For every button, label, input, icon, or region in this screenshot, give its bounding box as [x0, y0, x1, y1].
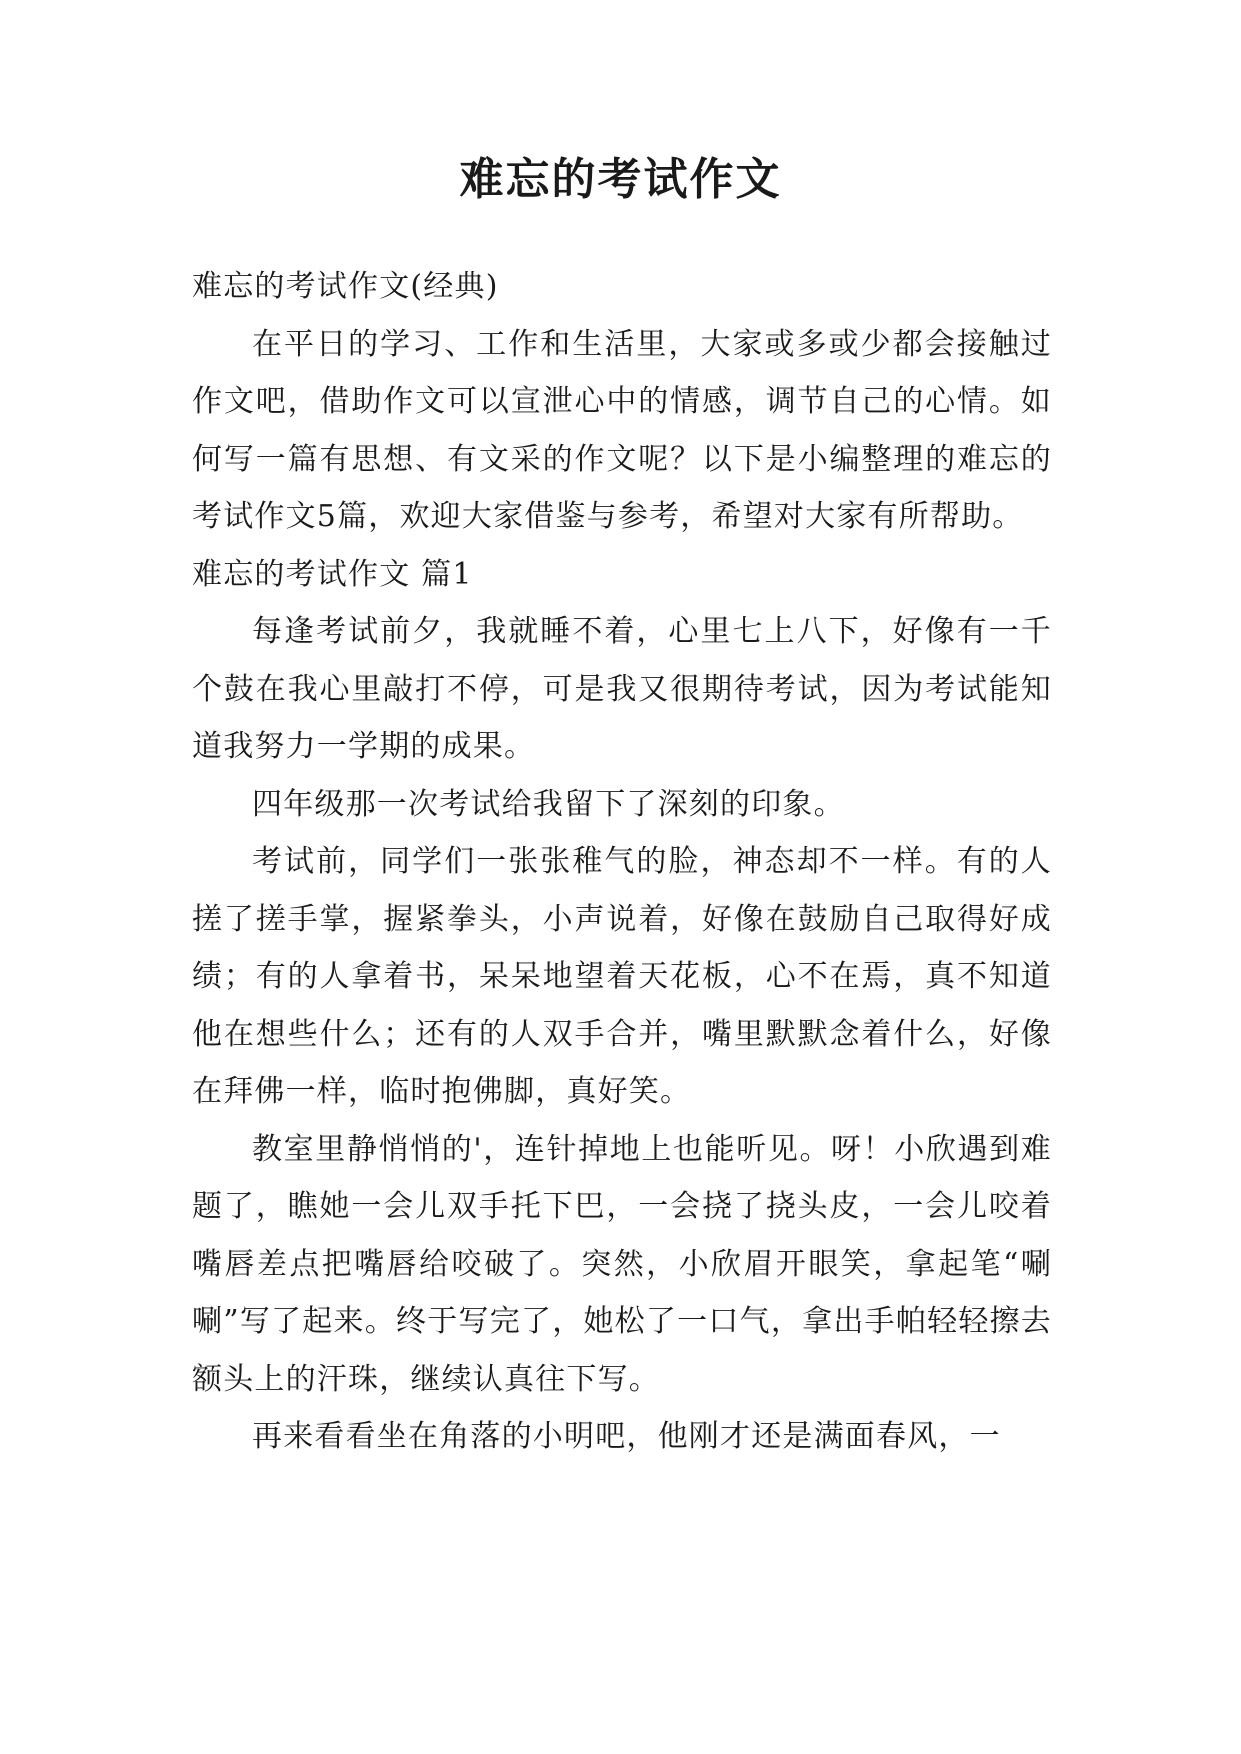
paragraph: 教室里静悄悄的'，连针掉地上也能听见。呀！小欣遇到难题了，瞧她一会儿双手托下巴，一会挠了挠头皮，一会儿咬着嘴唇差点把嘴唇给咬破了。突然，小欣眉开眼笑，拿起笔“唰唰”写了起来。终于写完了，她松了一口气，拿出手帕轻轻擦去额头上的汗珠，继续认真往下写。 — [192, 1131, 1052, 1397]
paragraph-intro: 在平日的学习、工作和生活里，大家或多或少都会接触过作文吧，借助作文可以宣泄心中的情感，调节自己的心情。如何写一篇有思想、有文采的作文呢？以下是小编整理的难忘的考试作文5篇，欢迎大家借鉴与参考，希望对大家有所帮助。 — [192, 326, 1052, 534]
document-body — [192, 258, 1052, 1466]
paragraph: 考试前，同学们一张张稚气的脸，神态却不一样。有的人搓了搓手掌，握紧拳头，小声说着，好像在鼓励自己取得好成绩；有的人拿着书，呆呆地望着天花板，心不在焉，真不知道他在想些什么；还有的人双手合并，嘴里默默念着什么，好像在拜佛一样，临时抱佛脚，真好笑。 — [192, 844, 1052, 1109]
paragraph: 四年级那一次考试给我留下了深刻的印象。 — [252, 786, 845, 822]
paragraph: 再来看看坐在角落的小明吧，他刚才还是满面春风，一 — [252, 1419, 1001, 1454]
paragraph: 每逢考试前夕，我就睡不着，心里七上八下，好像有一千个鼓在我心里敲打不停，可是我又很期待考试，因为考试能知道我努力一学期的成果。 — [192, 614, 1052, 764]
paragraph-section-heading: 难忘的考试作文 篇1 — [192, 556, 473, 592]
page-title: 难忘的考试作文 — [459, 154, 782, 205]
paragraph-subtitle: 难忘的考试作文(经典) — [192, 269, 499, 304]
